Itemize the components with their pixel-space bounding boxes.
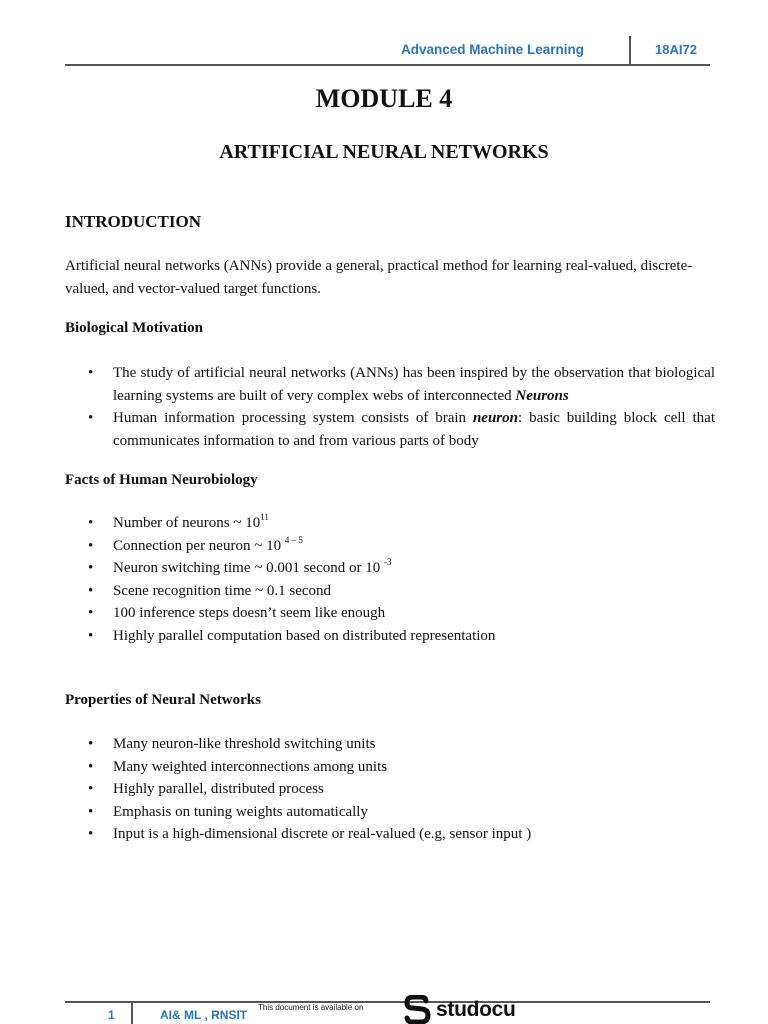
bullet-icon: • — [88, 758, 94, 775]
list-item — [65, 823, 715, 846]
biological-item-1-text: The study of artificial neural networks (ANNs) has been inspired by the observation that biological learning systems are built of very complex webs of interconnected — [113, 365, 715, 404]
bullet-icon: • — [88, 582, 94, 599]
biological-item-2-emphasis: neuron — [472, 410, 518, 426]
property-text: Emphasis on tuning weights automatically — [113, 803, 368, 820]
footer-divider — [131, 1002, 133, 1024]
bullet-icon: • — [88, 515, 94, 531]
footer-availability-note: This document is available on — [258, 1003, 364, 1012]
fact-6-text: Highly parallel computation based on distributed representation — [113, 627, 496, 644]
bullet-icon: • — [88, 537, 94, 554]
list-item — [65, 362, 715, 407]
page-number: 1 — [108, 1008, 115, 1022]
footer-department: AI& ML , RNSIT — [160, 1008, 248, 1022]
property-text: Input is a high-dimensional discrete or real-valued (e.g, sensor input ) — [113, 826, 532, 842]
list-item — [65, 535, 715, 558]
bullet-icon: • — [88, 781, 94, 797]
property-text: Many weighted interconnections among units — [113, 758, 388, 775]
facts-list — [65, 512, 715, 647]
bullet-icon: • — [88, 410, 94, 426]
header-course-title: Advanced Machine Learning — [401, 42, 585, 57]
fact-2-exponent: 4 – 5 — [284, 534, 303, 545]
list-item — [65, 756, 715, 779]
fact-4-text: Scene recognition time ~ 0.1 second — [113, 582, 332, 599]
header-rule — [65, 64, 710, 66]
fact-2-text: Connection per neuron ~ 10 — [113, 537, 285, 554]
property-text: Many neuron-like threshold switching units — [113, 736, 376, 752]
footer-rule — [65, 1001, 710, 1003]
biological-item-2-pre: Human information processing system consists of brain — [113, 410, 473, 426]
list-item — [65, 625, 715, 648]
fact-3-exponent: -3 — [384, 557, 392, 567]
header-divider — [629, 36, 631, 64]
studocu-mark-icon — [404, 995, 432, 1024]
module-title: MODULE 4 — [315, 84, 453, 113]
bullet-icon: • — [88, 736, 94, 752]
list-item — [65, 407, 715, 452]
fact-1-exponent: 11 — [260, 512, 269, 522]
properties-heading: Properties of Neural Networks — [65, 692, 261, 708]
intro-heading: INTRODUCTION — [65, 212, 202, 231]
biological-list — [65, 362, 715, 452]
biological-item-1-emphasis: Neurons — [515, 387, 569, 404]
list-item — [65, 801, 715, 824]
fact-1-text: Number of neurons ~ 10 — [113, 515, 261, 531]
bullet-icon: • — [88, 826, 94, 842]
studocu-wordmark: studocu — [436, 997, 516, 1021]
facts-heading: Facts of Human Neurobiology — [65, 472, 258, 488]
header-course-code: 18AI72 — [655, 42, 697, 57]
fact-3-text: Neuron switching time ~ 0.001 second or 10 — [113, 560, 384, 576]
fact-5-text: 100 inference steps doesn’t seem like enough — [113, 605, 386, 621]
list-item — [65, 580, 715, 603]
list-item — [65, 733, 715, 756]
bullet-icon: • — [88, 803, 94, 820]
properties-list — [65, 733, 715, 846]
property-text: Highly parallel, distributed process — [113, 781, 324, 797]
biological-heading: Biological Motivation — [65, 320, 203, 336]
module-subtitle: ARTIFICIAL NEURAL NETWORKS — [219, 141, 549, 163]
list-item — [65, 778, 715, 801]
list-item — [65, 512, 715, 535]
bullet-icon: • — [88, 627, 94, 644]
list-item — [65, 602, 715, 625]
bullet-icon: • — [88, 605, 94, 621]
biological-item-2-post: : basic building block cell that communicates information to and from various parts of body — [113, 410, 715, 449]
studocu-logo[interactable] — [404, 995, 516, 1024]
bullet-icon: • — [88, 560, 94, 576]
list-item — [65, 557, 715, 580]
bullet-icon: • — [88, 365, 94, 381]
intro-paragraph: Artificial neural networks (ANNs) provide a general, practical method for learning real-valued, discrete-valued, and vector-valued target functions. — [65, 258, 693, 297]
